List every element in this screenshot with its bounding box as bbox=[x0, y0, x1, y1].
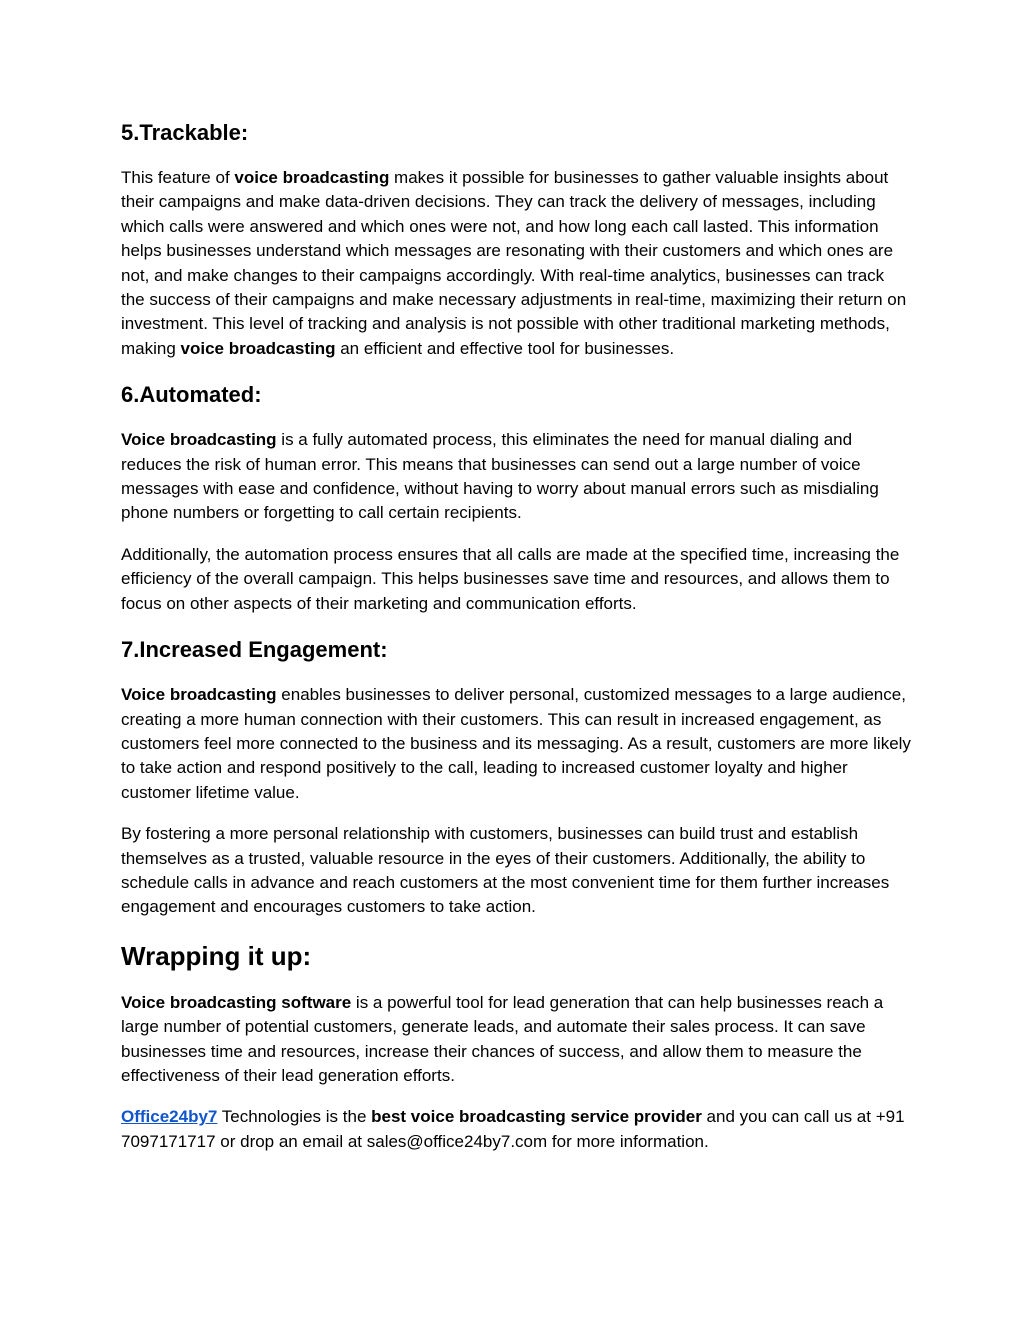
section-title: 7.Increased Engagement: bbox=[121, 637, 388, 663]
text-run: By fostering a more personal relationship with customers, businesses can build trust and establish themselves as a trusted, valuable resource in the eyes of their customers. Additionally, the ability to schedule calls in advance and reach customers at the most convenient time for them further increases engagement and encourages customers to take action. bbox=[121, 824, 890, 917]
paragraph bbox=[121, 428, 911, 526]
wrap-up-title: Wrapping it up: bbox=[121, 940, 312, 971]
office24by7-link[interactable]: Office24by7 bbox=[121, 1107, 218, 1127]
document-page bbox=[121, 116, 911, 1171]
paragraph bbox=[121, 166, 911, 361]
text-run: an efficient and effective tool for businesses. bbox=[335, 338, 675, 358]
bold-text: Voice broadcasting software bbox=[121, 992, 352, 1012]
text-run: enables businesses to deliver personal, customized messages to a large audience, creating a more human connection with their customers. This can result in increased engagement, as customers feel more connected to the business and its messaging. As a result, customers are more likely to take action and respond positively to the call, leading to increased customer loyalty and higher customer lifetime value. bbox=[121, 685, 911, 802]
bold-text: Voice broadcasting bbox=[121, 430, 277, 450]
text-run: Technologies is the bbox=[217, 1107, 372, 1127]
section-title: 6.Automated: bbox=[121, 382, 262, 408]
section-trackable bbox=[121, 116, 911, 361]
paragraph bbox=[121, 1105, 911, 1154]
bold-text: Voice broadcasting bbox=[121, 685, 277, 705]
text-run: is a powerful tool for lead generation that can help businesses reach a large number of potential customers, generate leads, and automate their sales process. It can save businesses time and resources, increase their chances of success, and allow them to measure the effectiveness of their lead generation efforts. bbox=[121, 992, 884, 1085]
section-automated bbox=[121, 378, 911, 616]
paragraph bbox=[121, 991, 911, 1089]
text-run: and you can call us at +91 7097171717 or drop an email at sales@office24by7.com for more information. bbox=[121, 1107, 905, 1151]
text-run: is a fully automated process, this eliminates the need for manual dialing and reduces the risk of human error. This means that businesses can send out a large number of voice messages with ease and confidence, without having to worry about manual errors such as misdialing phone numbers or forgetting to call certain recipients. bbox=[121, 430, 879, 523]
section-increased-engagement bbox=[121, 633, 911, 920]
section-wrapping-up bbox=[121, 937, 911, 1154]
section-title: 5.Trackable: bbox=[121, 120, 249, 145]
paragraph bbox=[121, 683, 911, 805]
paragraph bbox=[121, 543, 911, 616]
text-run: makes it possible for businesses to gather valuable insights about their campaigns and make data-driven decisions. They can track the delivery of messages, including which calls were answered and which ones were not, and how long each call lasted. This information helps businesses understand which messages are resonating with their customers and which ones are not, and make changes to their campaigns accordingly. With real-time analytics, businesses can track the success of their campaigns and make necessary adjustments in real-time, maximizing their return on investment. This level of tracking and analysis is not possible with other traditional marketing methods, making bbox=[121, 168, 907, 358]
bold-text: voice broadcasting bbox=[234, 168, 390, 187]
text-run: This feature of bbox=[121, 168, 235, 187]
paragraph bbox=[121, 822, 911, 920]
bold-text: best voice broadcasting service provider bbox=[371, 1107, 702, 1127]
bold-text: voice broadcasting bbox=[180, 338, 336, 358]
text-run: Additionally, the automation process ensures that all calls are made at the specified time, increasing the efficiency of the overall campaign. This helps businesses save time and resources, and allows them to focus on other aspects of their marketing and communication efforts. bbox=[121, 544, 900, 613]
